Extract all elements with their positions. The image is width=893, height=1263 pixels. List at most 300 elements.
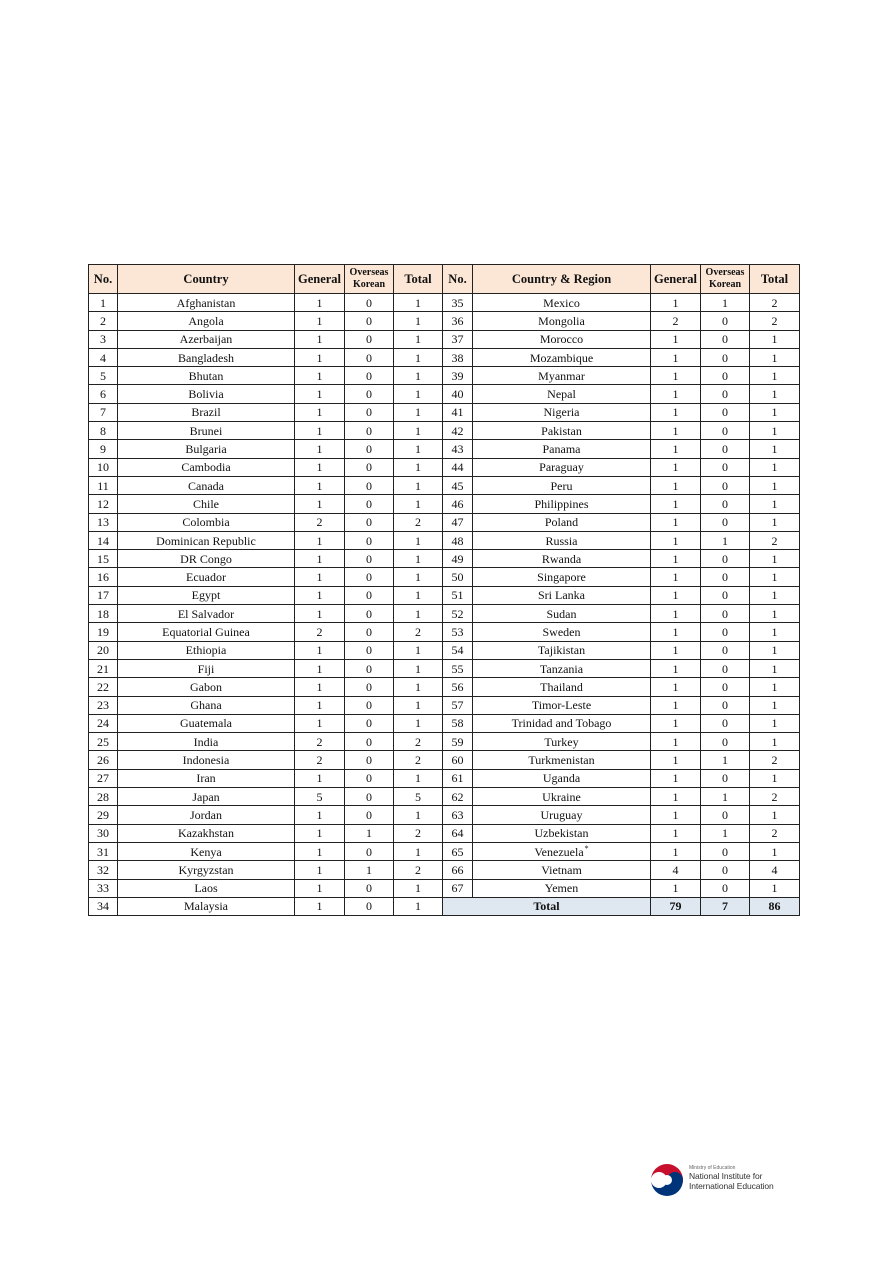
cell-total-right: 1 — [750, 623, 800, 641]
cell-total: 1 — [394, 495, 443, 513]
cell-country-right: Nigeria — [473, 403, 651, 421]
cell-general-right: 1 — [651, 696, 701, 714]
cell-no: 27 — [89, 769, 118, 787]
cell-no-right: 35 — [443, 294, 473, 312]
cell-overseas-korean: 0 — [345, 751, 394, 769]
cell-total: 1 — [394, 458, 443, 476]
cell-overseas-korean: 0 — [345, 294, 394, 312]
cell-country: Bangladesh — [118, 348, 295, 366]
table-row — [89, 806, 800, 824]
cell-country: Indonesia — [118, 751, 295, 769]
table-row — [89, 458, 800, 476]
cell-general: 1 — [295, 495, 345, 513]
cell-no: 20 — [89, 641, 118, 659]
cell-overseas-korean-right: 0 — [701, 495, 750, 513]
cell-no: 32 — [89, 861, 118, 879]
cell-country-right: Tajikistan — [473, 641, 651, 659]
cell-no: 19 — [89, 623, 118, 641]
cell-general-right: 1 — [651, 659, 701, 677]
cell-overseas-korean-right: 0 — [701, 659, 750, 677]
cell-total: 1 — [394, 568, 443, 586]
cell-general: 1 — [295, 458, 345, 476]
header-country-region: Country & Region — [473, 265, 651, 294]
cell-no-right: 37 — [443, 330, 473, 348]
cell-general-right: 1 — [651, 678, 701, 696]
cell-no-right: 64 — [443, 824, 473, 842]
table-row — [89, 385, 800, 403]
cell-country: Equatorial Guinea — [118, 623, 295, 641]
cell-country-right: Panama — [473, 440, 651, 458]
cell-total: 1 — [394, 897, 443, 915]
cell-overseas-korean: 0 — [345, 842, 394, 860]
cell-no: 5 — [89, 367, 118, 385]
cell-general-right: 1 — [651, 403, 701, 421]
cell-total: 2 — [394, 513, 443, 531]
table-row — [89, 403, 800, 421]
cell-overseas-korean: 0 — [345, 513, 394, 531]
cell-total: 1 — [394, 605, 443, 623]
cell-country: El Salvador — [118, 605, 295, 623]
cell-total: 1 — [394, 440, 443, 458]
cell-country-right — [473, 842, 651, 860]
cell-overseas-korean: 0 — [345, 659, 394, 677]
cell-general-right: 1 — [651, 476, 701, 494]
cell-overseas-korean: 0 — [345, 714, 394, 732]
cell-overseas-korean-right: 0 — [701, 422, 750, 440]
cell-total: 1 — [394, 367, 443, 385]
cell-general: 1 — [295, 348, 345, 366]
cell-overseas-korean-right: 0 — [701, 568, 750, 586]
cell-overseas-korean-right: 0 — [701, 550, 750, 568]
cell-country: Malaysia — [118, 897, 295, 915]
cell-overseas-korean-right: 0 — [701, 623, 750, 641]
cell-total: 1 — [394, 678, 443, 696]
cell-overseas-korean: 1 — [345, 861, 394, 879]
cell-total-right: 1 — [750, 842, 800, 860]
cell-no-right: 53 — [443, 623, 473, 641]
cell-total: 1 — [394, 312, 443, 330]
cell-no-right: 62 — [443, 788, 473, 806]
cell-no-right: 52 — [443, 605, 473, 623]
cell-general-right: 1 — [651, 330, 701, 348]
cell-overseas-korean: 0 — [345, 605, 394, 623]
cell-country-right: Nepal — [473, 385, 651, 403]
cell-total-right: 1 — [750, 550, 800, 568]
cell-country-right: Thailand — [473, 678, 651, 696]
cell-general: 1 — [295, 897, 345, 915]
cell-general: 1 — [295, 714, 345, 732]
cell-country: Bhutan — [118, 367, 295, 385]
cell-country-right: Mozambique — [473, 348, 651, 366]
logo-ministry: Ministry of Education — [689, 1165, 736, 1171]
cell-general-right: 1 — [651, 513, 701, 531]
cell-no-right: 38 — [443, 348, 473, 366]
cell-no-right: 45 — [443, 476, 473, 494]
cell-no: 1 — [89, 294, 118, 312]
cell-total: 1 — [394, 586, 443, 604]
cell-overseas-korean-right: 0 — [701, 641, 750, 659]
cell-no: 15 — [89, 550, 118, 568]
table-row — [89, 623, 800, 641]
cell-country-right: Ukraine — [473, 788, 651, 806]
cell-overseas-korean: 0 — [345, 531, 394, 549]
cell-no-right: 55 — [443, 659, 473, 677]
cell-total-right: 1 — [750, 367, 800, 385]
cell-total: 1 — [394, 842, 443, 860]
cell-no: 7 — [89, 403, 118, 421]
cell-no: 24 — [89, 714, 118, 732]
cell-general: 1 — [295, 861, 345, 879]
cell-country-right: Paraguay — [473, 458, 651, 476]
table-row — [89, 751, 800, 769]
cell-country-right: Turkmenistan — [473, 751, 651, 769]
cell-no-right: 46 — [443, 495, 473, 513]
cell-no: 10 — [89, 458, 118, 476]
cell-overseas-korean: 0 — [345, 678, 394, 696]
table-row — [89, 678, 800, 696]
cell-general-right: 1 — [651, 605, 701, 623]
cell-no: 2 — [89, 312, 118, 330]
cell-total-right: 1 — [750, 586, 800, 604]
cell-total: 1 — [394, 714, 443, 732]
cell-country-right: Philippines — [473, 495, 651, 513]
cell-total-right: 1 — [750, 513, 800, 531]
cell-no: 26 — [89, 751, 118, 769]
cell-general: 1 — [295, 605, 345, 623]
cell-overseas-korean-right: 0 — [701, 367, 750, 385]
table-row — [89, 294, 800, 312]
cell-general-right: 2 — [651, 312, 701, 330]
cell-country-right: Tanzania — [473, 659, 651, 677]
cell-no: 34 — [89, 897, 118, 915]
cell-general: 1 — [295, 422, 345, 440]
cell-total: 1 — [394, 879, 443, 897]
cell-overseas-korean-right: 0 — [701, 385, 750, 403]
cell-overseas-korean-right: 0 — [701, 458, 750, 476]
cell-general: 1 — [295, 641, 345, 659]
cell-total: 1 — [394, 422, 443, 440]
cell-general-right: 4 — [651, 861, 701, 879]
cell-general: 2 — [295, 733, 345, 751]
cell-country-right: Mexico — [473, 294, 651, 312]
cell-total-right: 2 — [750, 531, 800, 549]
cell-no: 29 — [89, 806, 118, 824]
cell-no: 30 — [89, 824, 118, 842]
cell-no-right: 51 — [443, 586, 473, 604]
table-row — [89, 440, 800, 458]
cell-general: 1 — [295, 531, 345, 549]
cell-overseas-korean: 0 — [345, 623, 394, 641]
table-row — [89, 422, 800, 440]
cell-overseas-korean-right: 0 — [701, 513, 750, 531]
cell-general: 1 — [295, 403, 345, 421]
header-total-right: Total — [750, 265, 800, 294]
cell-no: 12 — [89, 495, 118, 513]
cell-total: 1 — [394, 806, 443, 824]
country-table — [88, 264, 800, 916]
cell-country: Kyrgyzstan — [118, 861, 295, 879]
cell-general: 1 — [295, 879, 345, 897]
cell-country-right: Mongolia — [473, 312, 651, 330]
cell-total-right: 1 — [750, 458, 800, 476]
cell-general: 1 — [295, 550, 345, 568]
header-country: Country — [118, 265, 295, 294]
cell-general: 1 — [295, 769, 345, 787]
cell-general: 1 — [295, 586, 345, 604]
cell-overseas-korean-right: 1 — [701, 531, 750, 549]
cell-overseas-korean: 0 — [345, 568, 394, 586]
cell-country-right: Vietnam — [473, 861, 651, 879]
cell-no-right: 41 — [443, 403, 473, 421]
cell-country-right: Uruguay — [473, 806, 651, 824]
cell-general: 1 — [295, 367, 345, 385]
table-row — [89, 513, 800, 531]
cell-total: 1 — [394, 769, 443, 787]
cell-country-right: Singapore — [473, 568, 651, 586]
cell-overseas-korean: 0 — [345, 458, 394, 476]
cell-overseas-korean: 0 — [345, 586, 394, 604]
table-body — [89, 294, 800, 916]
cell-general: 1 — [295, 806, 345, 824]
cell-total-right: 1 — [750, 422, 800, 440]
cell-overseas-korean: 0 — [345, 348, 394, 366]
table-row — [89, 842, 800, 860]
cell-no-right: 67 — [443, 879, 473, 897]
cell-overseas-korean: 0 — [345, 367, 394, 385]
cell-overseas-korean-right: 0 — [701, 879, 750, 897]
cell-general-right: 1 — [651, 842, 701, 860]
cell-country-right: Yemen — [473, 879, 651, 897]
cell-country: Egypt — [118, 586, 295, 604]
cell-no: 28 — [89, 788, 118, 806]
cell-total-right: 2 — [750, 788, 800, 806]
cell-no-right: 49 — [443, 550, 473, 568]
cell-no-right: 59 — [443, 733, 473, 751]
cell-no: 3 — [89, 330, 118, 348]
country-name: Venezuela — [534, 845, 584, 860]
cell-general-right: 1 — [651, 294, 701, 312]
cell-no-right: 40 — [443, 385, 473, 403]
cell-general: 1 — [295, 440, 345, 458]
cell-total-right: 1 — [750, 330, 800, 348]
cell-no-right: 44 — [443, 458, 473, 476]
cell-general-right: 1 — [651, 586, 701, 604]
cell-country-right: Rwanda — [473, 550, 651, 568]
table-row — [89, 824, 800, 842]
cell-no-right: 54 — [443, 641, 473, 659]
total-sum: 86 — [750, 897, 800, 915]
cell-no: 33 — [89, 879, 118, 897]
cell-general-right: 1 — [651, 733, 701, 751]
cell-overseas-korean: 0 — [345, 550, 394, 568]
cell-country-right: Uganda — [473, 769, 651, 787]
cell-overseas-korean: 0 — [345, 897, 394, 915]
nile-logo — [650, 1163, 780, 1197]
cell-no: 8 — [89, 422, 118, 440]
cell-no: 22 — [89, 678, 118, 696]
cell-general: 1 — [295, 330, 345, 348]
cell-no: 6 — [89, 385, 118, 403]
cell-overseas-korean-right: 0 — [701, 586, 750, 604]
cell-general-right: 1 — [651, 348, 701, 366]
cell-general-right: 1 — [651, 458, 701, 476]
cell-overseas-korean-right: 0 — [701, 842, 750, 860]
cell-general-right: 1 — [651, 824, 701, 842]
cell-no-right: 50 — [443, 568, 473, 586]
cell-overseas-korean: 0 — [345, 879, 394, 897]
cell-general: 1 — [295, 678, 345, 696]
cell-country: Cambodia — [118, 458, 295, 476]
cell-country: Ghana — [118, 696, 295, 714]
cell-general: 2 — [295, 513, 345, 531]
cell-country: Iran — [118, 769, 295, 787]
cell-general-right: 1 — [651, 714, 701, 732]
cell-general-right: 1 — [651, 769, 701, 787]
cell-total: 1 — [394, 659, 443, 677]
cell-no-right: 47 — [443, 513, 473, 531]
cell-country-right: Sri Lanka — [473, 586, 651, 604]
footnote-mark: * — [584, 844, 589, 854]
table-row — [89, 531, 800, 549]
cell-total: 1 — [394, 294, 443, 312]
cell-general-right: 1 — [651, 385, 701, 403]
cell-country: Guatemala — [118, 714, 295, 732]
cell-country: Bolivia — [118, 385, 295, 403]
table-row — [89, 568, 800, 586]
cell-no-right: 63 — [443, 806, 473, 824]
cell-overseas-korean-right: 0 — [701, 440, 750, 458]
cell-total: 1 — [394, 476, 443, 494]
cell-no-right: 48 — [443, 531, 473, 549]
cell-overseas-korean-right: 0 — [701, 806, 750, 824]
cell-no-right: 43 — [443, 440, 473, 458]
cell-overseas-korean-right: 0 — [701, 476, 750, 494]
cell-no: 14 — [89, 531, 118, 549]
cell-country-right: Timor-Leste — [473, 696, 651, 714]
table-row — [89, 330, 800, 348]
cell-no: 18 — [89, 605, 118, 623]
cell-total-right: 1 — [750, 641, 800, 659]
cell-total: 1 — [394, 403, 443, 421]
cell-country-right: Russia — [473, 531, 651, 549]
cell-general: 1 — [295, 842, 345, 860]
cell-country: Kazakhstan — [118, 824, 295, 842]
cell-general-right: 1 — [651, 531, 701, 549]
cell-total-right: 2 — [750, 312, 800, 330]
table-header — [89, 265, 800, 294]
cell-country: Kenya — [118, 842, 295, 860]
cell-total-right: 1 — [750, 879, 800, 897]
cell-total-right: 1 — [750, 495, 800, 513]
cell-overseas-korean: 0 — [345, 641, 394, 659]
cell-country-right: Uzbekistan — [473, 824, 651, 842]
cell-overseas-korean: 0 — [345, 312, 394, 330]
cell-total-right: 1 — [750, 659, 800, 677]
cell-overseas-korean: 0 — [345, 330, 394, 348]
cell-country: Laos — [118, 879, 295, 897]
logo-line2: International Education — [689, 1181, 774, 1191]
cell-overseas-korean: 0 — [345, 440, 394, 458]
table-row — [89, 550, 800, 568]
table-row — [89, 714, 800, 732]
table-row — [89, 641, 800, 659]
cell-no: 16 — [89, 568, 118, 586]
header-general: General — [295, 265, 345, 294]
header-overseas-korean-right: Overseas Korean — [701, 265, 750, 294]
cell-general-right: 1 — [651, 568, 701, 586]
cell-country: Afghanistan — [118, 294, 295, 312]
cell-general: 1 — [295, 696, 345, 714]
cell-general: 1 — [295, 385, 345, 403]
header-total: Total — [394, 265, 443, 294]
cell-overseas-korean: 0 — [345, 769, 394, 787]
cell-no-right: 56 — [443, 678, 473, 696]
cell-total: 2 — [394, 751, 443, 769]
cell-general: 5 — [295, 788, 345, 806]
table-row — [89, 879, 800, 897]
cell-general-right: 1 — [651, 641, 701, 659]
cell-total-right: 1 — [750, 806, 800, 824]
cell-total-right: 1 — [750, 769, 800, 787]
total-general: 79 — [651, 897, 701, 915]
cell-total: 5 — [394, 788, 443, 806]
cell-country: Dominican Republic — [118, 531, 295, 549]
cell-overseas-korean-right: 0 — [701, 312, 750, 330]
cell-total-right: 1 — [750, 403, 800, 421]
cell-general-right: 1 — [651, 879, 701, 897]
cell-country-right: Peru — [473, 476, 651, 494]
cell-no: 11 — [89, 476, 118, 494]
cell-overseas-korean-right: 0 — [701, 330, 750, 348]
cell-overseas-korean-right: 0 — [701, 605, 750, 623]
cell-general-right: 1 — [651, 422, 701, 440]
cell-country-right: Sweden — [473, 623, 651, 641]
cell-no: 23 — [89, 696, 118, 714]
cell-overseas-korean-right: 0 — [701, 769, 750, 787]
cell-country: India — [118, 733, 295, 751]
cell-country: Japan — [118, 788, 295, 806]
cell-country-right: Trinidad and Tobago — [473, 714, 651, 732]
cell-no-right: 60 — [443, 751, 473, 769]
cell-total: 2 — [394, 733, 443, 751]
cell-overseas-korean-right: 0 — [701, 696, 750, 714]
table-row — [89, 769, 800, 787]
cell-country: Colombia — [118, 513, 295, 531]
cell-overseas-korean: 0 — [345, 476, 394, 494]
cell-general-right: 1 — [651, 440, 701, 458]
cell-country-right: Myanmar — [473, 367, 651, 385]
cell-overseas-korean: 0 — [345, 422, 394, 440]
cell-no-right: 66 — [443, 861, 473, 879]
cell-overseas-korean: 0 — [345, 696, 394, 714]
cell-overseas-korean-right: 1 — [701, 751, 750, 769]
cell-general-right: 1 — [651, 550, 701, 568]
cell-country-right: Turkey — [473, 733, 651, 751]
cell-country: Ecuador — [118, 568, 295, 586]
cell-country: Brazil — [118, 403, 295, 421]
table-row — [89, 605, 800, 623]
table-row — [89, 586, 800, 604]
cell-total: 1 — [394, 696, 443, 714]
table-row — [89, 696, 800, 714]
cell-total: 1 — [394, 531, 443, 549]
cell-country: Chile — [118, 495, 295, 513]
cell-general: 1 — [295, 568, 345, 586]
cell-overseas-korean: 0 — [345, 733, 394, 751]
cell-total-right: 1 — [750, 440, 800, 458]
cell-total-right: 1 — [750, 678, 800, 696]
cell-country-right: Pakistan — [473, 422, 651, 440]
